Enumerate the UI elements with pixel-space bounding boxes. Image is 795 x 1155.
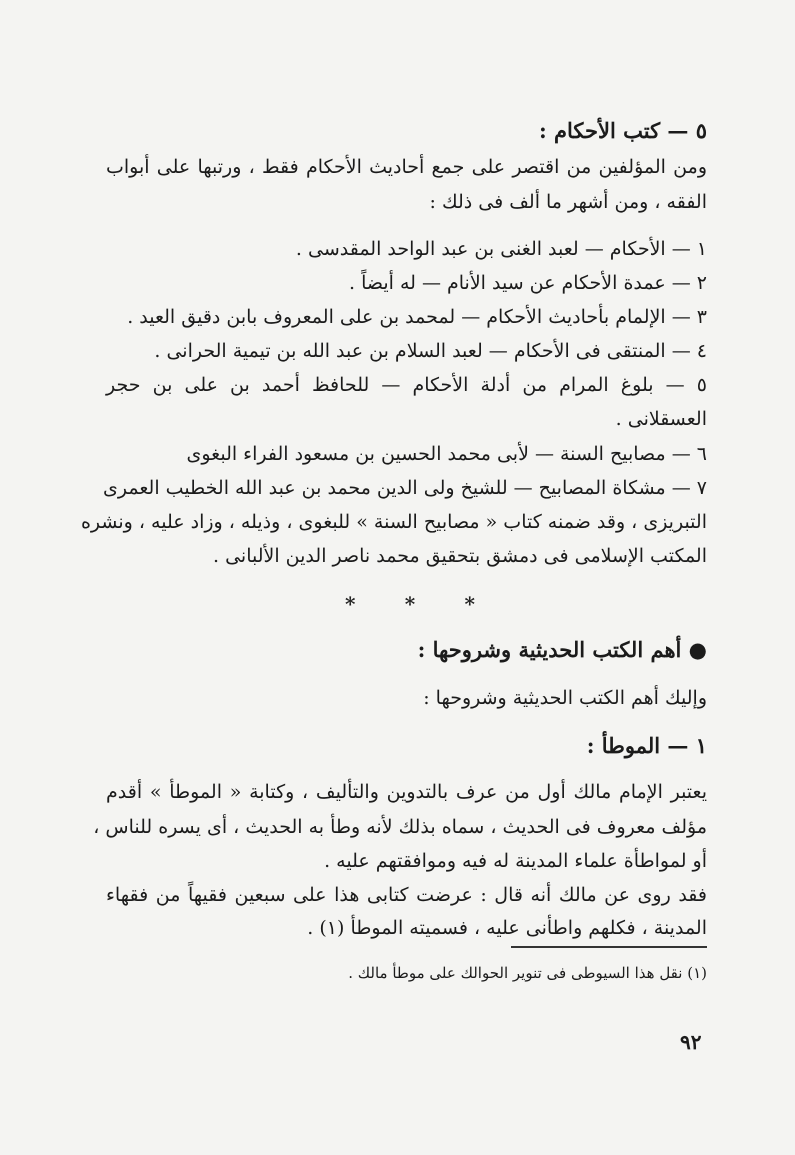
list-item: ١ — الأحكام — لعبد الغنى بن عبد الواحد المقدسى . bbox=[295, 238, 707, 260]
paragraph-line: مؤلف معروف فى الحديث ، سماه بذلك لأنه وطأ به الحديث ، أى يسره للناس ، bbox=[93, 816, 707, 838]
section-separator bbox=[345, 592, 475, 616]
page-number: ٩٢ bbox=[680, 1030, 702, 1054]
paragraph-line: المدينة ، فكلهم واطأنى عليه ، فسميته الموطأ (١) . bbox=[307, 917, 707, 939]
separator-star: * bbox=[464, 592, 475, 616]
list-item-continuation: العسقلانى . bbox=[615, 408, 707, 430]
separator-star: * bbox=[345, 592, 356, 616]
intro-line: ومن المؤلفين من اقتصر على جمع أحاديث الأحكام فقط ، ورتبها على أبواب bbox=[106, 156, 707, 178]
list-item: ٥ — بلوغ المرام من أدلة الأحكام — للحافظ أحمد بن على بن حجر bbox=[106, 374, 707, 396]
paragraph-line: يعتبر الإمام مالك أول من عرف بالتدوين والتأليف ، وكتابة « الموطأ » أقدم bbox=[106, 781, 707, 803]
paragraph-line: أو لمواطأة علماء المدينة له فيه وموافقتهم عليه . bbox=[324, 850, 707, 872]
list-item: ٧ — مشكاة المصابيح — للشيخ ولى الدين محمد بن عبد الله الخطيب العمرى bbox=[103, 477, 707, 499]
footnote-divider bbox=[511, 946, 707, 948]
list-item: ٦ — مصابيح السنة — لأبى محمد الحسين بن مسعود الفراء البغوى bbox=[186, 443, 707, 465]
list-item-continuation: التبريزى ، وقد ضمنه كتاب « مصابيح السنة » للبغوى ، وذيله ، وزاد عليه ، ونشره bbox=[80, 511, 707, 533]
subheading: ١ — الموطأ : bbox=[586, 733, 707, 758]
list-item: ٣ — الإلمام بأحاديث الأحكام — لمحمد بن على المعروف بابن دقيق العيد . bbox=[127, 306, 707, 328]
list-item-continuation: المكتب الإسلامى فى دمشق بتحقيق محمد ناصر الدين الألبانى . bbox=[213, 545, 707, 567]
main-heading: ● أهم الكتب الحديثية وشروحها : bbox=[417, 637, 707, 662]
section-heading: ٥ — كتب الأحكام : bbox=[538, 118, 707, 143]
intro-line: الفقه ، ومن أشهر ما ألف فى ذلك : bbox=[429, 191, 707, 213]
intro-line: وإليك أهم الكتب الحديثية وشروحها : bbox=[423, 687, 707, 709]
list-item: ٤ — المنتقى فى الأحكام — لعبد السلام بن عبد الله بن تيمية الحرانى . bbox=[154, 340, 707, 362]
footnote: (١) نقل هذا السيوطى فى تنوير الحوالك على موطأ مالك . bbox=[348, 964, 707, 982]
list-item: ٢ — عمدة الأحكام عن سيد الأنام — له أيضاً . bbox=[349, 272, 707, 294]
separator-star: * bbox=[404, 592, 416, 616]
paragraph-line: فقد روى عن مالك أنه قال : عرضت كتابى هذا على سبعين فقيهاً من فقهاء bbox=[106, 884, 707, 906]
